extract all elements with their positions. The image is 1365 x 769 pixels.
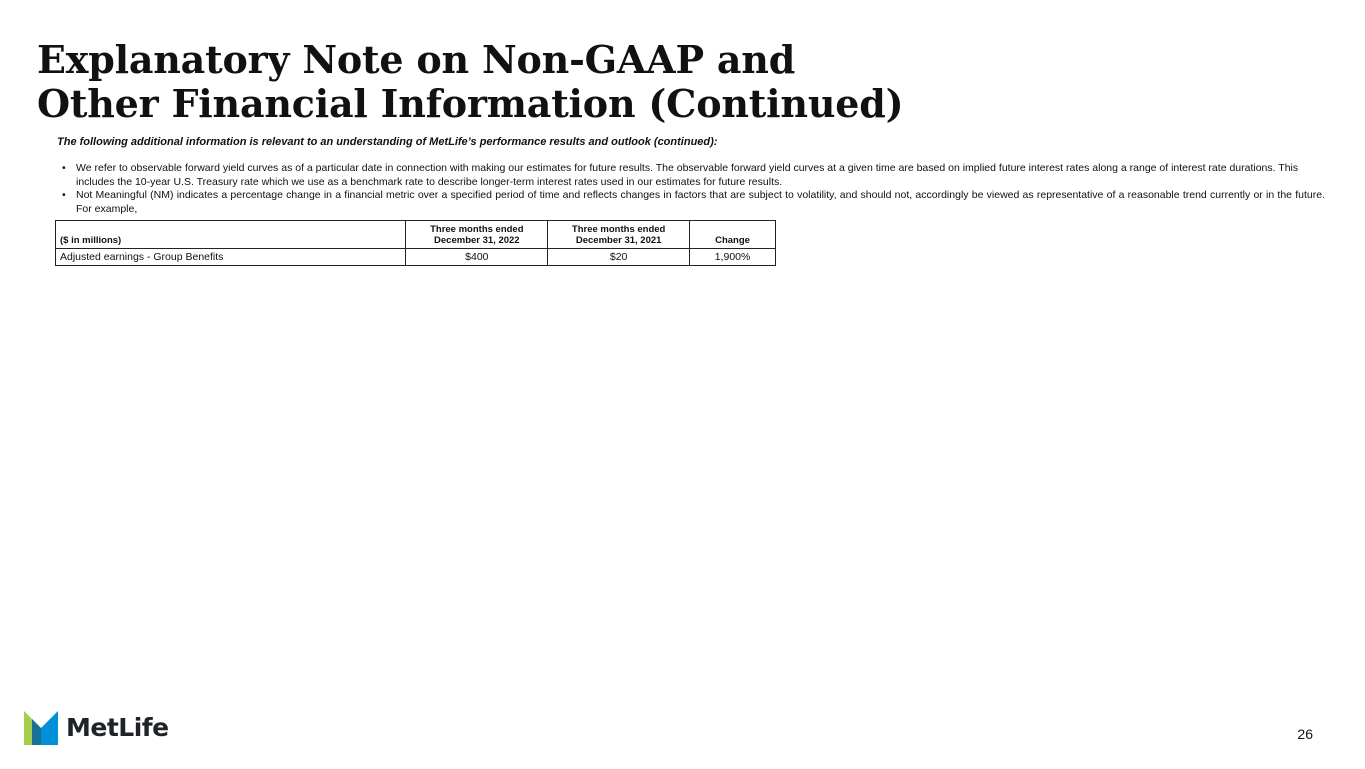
bullet-dot: • (62, 189, 66, 201)
bullet-text: We refer to observable forward yield curves as of a particular date in connection with making our estimates for future results. The observable forward yield curves at a given time are based on implied future interest rates along a range of interest rate durations. This includes the 10-year U.S. Treasury rate which we use as a benchmark rate to describe longer-term interest rates used in our estimates for future results. (76, 162, 1299, 188)
bullet-dot: • (62, 162, 66, 174)
logo-blue-shape (41, 711, 58, 745)
header-q4-2022: Three months ended December 31, 2022 (406, 221, 548, 249)
adjusted-earnings-table (55, 220, 776, 266)
title-line-2: Other Financial Information (Continued) (37, 81, 904, 126)
metlife-logo (24, 711, 169, 745)
table-header-row (56, 221, 776, 249)
title-line-1: Explanatory Note on Non-GAAP and (37, 37, 796, 82)
logo-dark-blue-shape (32, 719, 41, 745)
header-units: ($ in millions) (56, 221, 406, 249)
metlife-wordmark: MetLife (66, 713, 169, 742)
value-change: 1,900% (690, 249, 776, 266)
header-q4-2021: Three months ended December 31, 2021 (548, 221, 690, 249)
bullet-item-forward-yield (57, 162, 1325, 189)
page-number: 26 (1297, 726, 1313, 742)
table-row (56, 249, 776, 266)
intro-text: The following additional information is relevant to an understanding of MetLife’s performance results and outlook (continued): (57, 136, 718, 148)
bullet-list (57, 162, 1325, 216)
value-q4-2022: $400 (406, 249, 548, 266)
header-change: Change (690, 221, 776, 249)
bullet-item-not-meaningful (57, 189, 1325, 216)
value-q4-2021: $20 (548, 249, 690, 266)
page-title (37, 38, 903, 126)
bullet-text: Not Meaningful (NM) indicates a percentage change in a financial metric over a specified period of time and reflects changes in factors that are subject to volatility, and should not, accordingly be viewed as representative of a reasonable trend currently or in the future. For example, (76, 189, 1325, 215)
metlife-m-icon (24, 711, 58, 745)
row-label: Adjusted earnings - Group Benefits (56, 249, 406, 266)
